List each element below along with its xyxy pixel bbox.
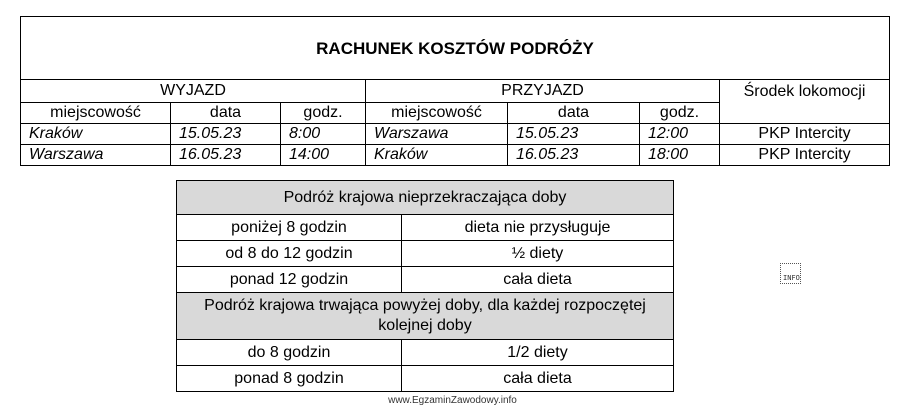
document-title: RACHUNEK KOSZTÓW PODRÓŻY	[21, 17, 890, 80]
arrival-time: 18:00	[640, 145, 720, 166]
short-trip-header: Podróż krajowa nieprzekraczająca doby	[177, 181, 674, 215]
departure-header: WYJAZD	[21, 80, 366, 103]
column-time: godz.	[281, 103, 366, 124]
arrival-date: 15.05.23	[508, 124, 640, 145]
column-place: miejscowość	[21, 103, 171, 124]
departure-time: 14:00	[281, 145, 366, 166]
duration-cell: ponad 8 godzin	[177, 366, 402, 392]
arrival-date: 16.05.23	[508, 145, 640, 166]
departure-date: 16.05.23	[171, 145, 281, 166]
table-row	[177, 267, 674, 293]
table-row	[21, 145, 890, 166]
diet-rules-table	[176, 180, 674, 392]
long-trip-header: Podróż krajowa trwająca powyżej doby, dla każdej rozpoczętej kolejnej doby	[177, 293, 674, 340]
duration-cell: do 8 godzin	[177, 340, 402, 366]
travel-cost-table	[20, 16, 890, 166]
departure-place: Warszawa	[21, 145, 171, 166]
transport-header: Środek lokomocji	[720, 80, 890, 124]
info-icon-label: INFO	[783, 274, 800, 282]
duration-cell: ponad 12 godzin	[177, 267, 402, 293]
allowance-cell: dieta nie przysługuje	[402, 215, 674, 241]
column-date: data	[171, 103, 281, 124]
info-icon[interactable]	[780, 263, 801, 284]
column-time: godz.	[640, 103, 720, 124]
transport-mode: PKP Intercity	[720, 145, 890, 166]
allowance-cell: ½ diety	[402, 241, 674, 267]
table-row	[177, 366, 674, 392]
allowance-cell: cała dieta	[402, 366, 674, 392]
arrival-time: 12:00	[640, 124, 720, 145]
departure-place: Kraków	[21, 124, 171, 145]
watermark: www.EgzaminZawodowy.info	[388, 395, 517, 406]
column-place: miejscowość	[366, 103, 508, 124]
arrival-place: Warszawa	[366, 124, 508, 145]
column-date: data	[508, 103, 640, 124]
allowance-cell: cała dieta	[402, 267, 674, 293]
duration-cell: poniżej 8 godzin	[177, 215, 402, 241]
arrival-place: Kraków	[366, 145, 508, 166]
table-row	[21, 124, 890, 145]
arrival-header: PRZYJAZD	[366, 80, 720, 103]
transport-mode: PKP Intercity	[720, 124, 890, 145]
duration-cell: od 8 do 12 godzin	[177, 241, 402, 267]
departure-date: 15.05.23	[171, 124, 281, 145]
departure-time: 8:00	[281, 124, 366, 145]
table-row	[177, 340, 674, 366]
allowance-cell: 1/2 diety	[402, 340, 674, 366]
table-row	[177, 241, 674, 267]
table-row	[177, 215, 674, 241]
